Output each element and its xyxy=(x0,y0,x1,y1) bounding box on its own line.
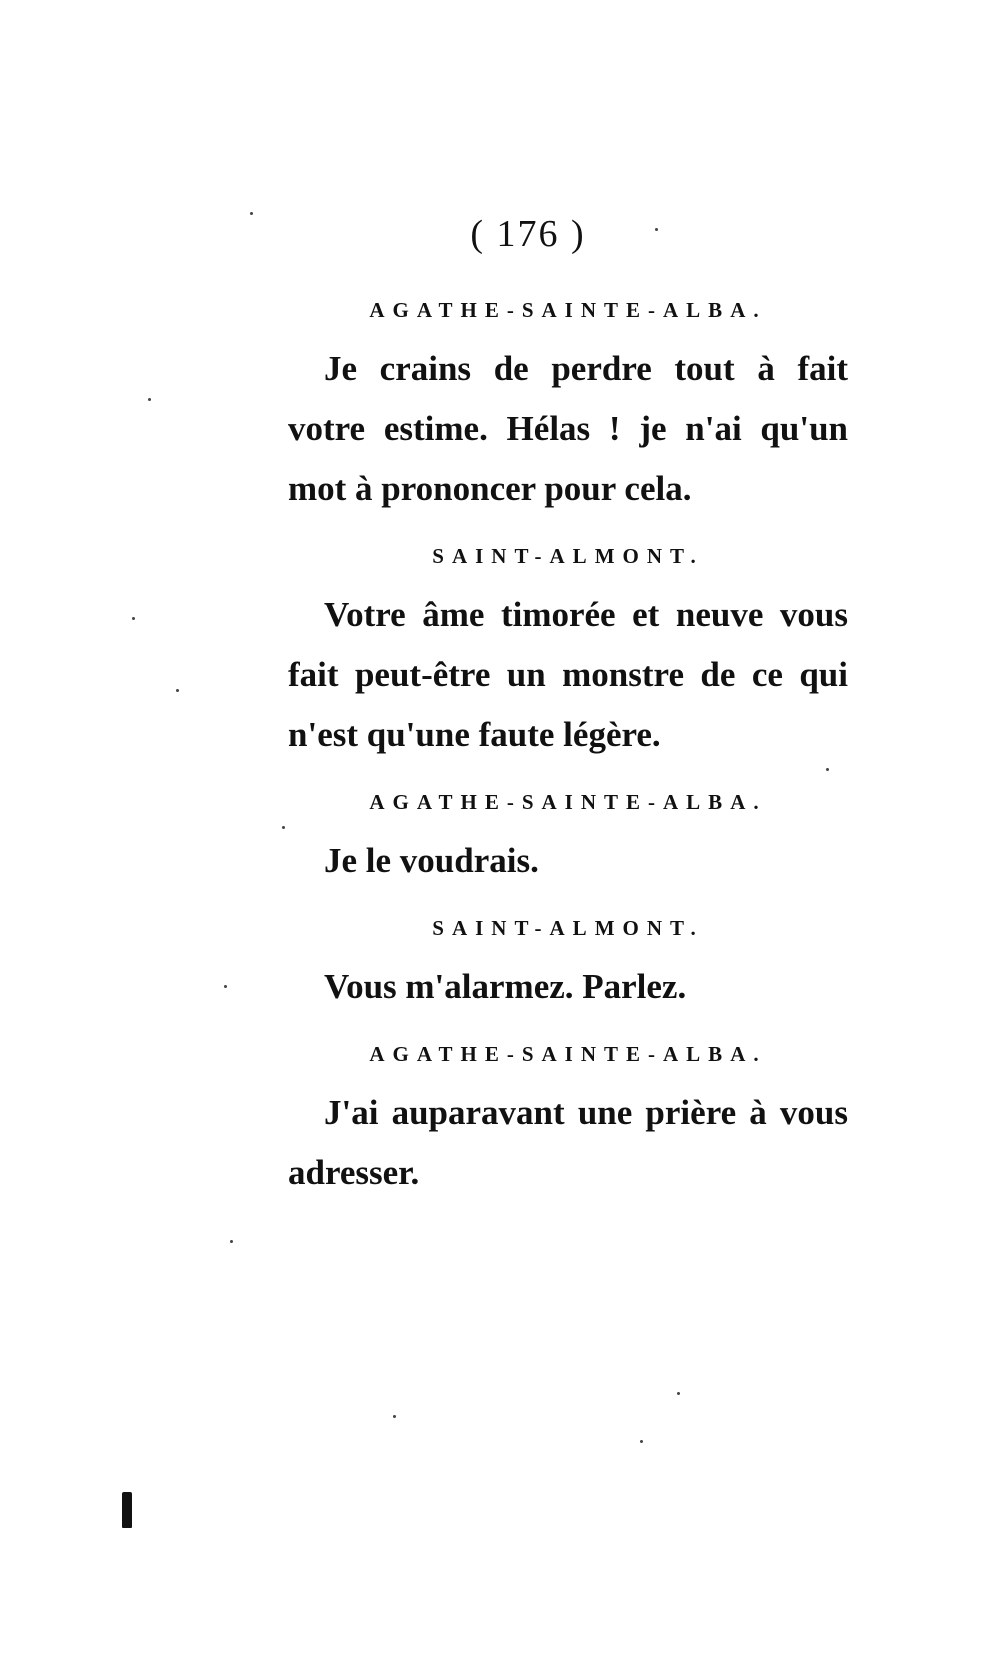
speaker-name: SAINT-ALMONT. xyxy=(432,916,704,940)
speech-text: Je le voudrais. xyxy=(324,841,539,880)
paper-speck xyxy=(250,212,253,215)
speech-text: Vous m'alarmez. Parlez. xyxy=(324,967,687,1006)
speaker-name: SAINT-ALMONT. xyxy=(432,544,704,568)
speaker-name: AGATHE-SAINTE-ALBA. xyxy=(369,790,767,814)
paper-speck xyxy=(826,768,829,771)
speaker-name: AGATHE-SAINTE-ALBA. xyxy=(369,298,767,322)
paper-speck xyxy=(176,689,179,692)
page-number: ( 176 ) xyxy=(470,213,586,255)
paper-speck xyxy=(282,826,285,829)
paper-speck xyxy=(132,617,135,620)
margin-ink-mark xyxy=(122,1492,132,1528)
paper-speck xyxy=(677,1392,680,1395)
paper-speck xyxy=(148,398,151,401)
paper-speck xyxy=(230,1240,233,1243)
paper-speck xyxy=(393,1415,396,1418)
paper-speck xyxy=(655,228,658,231)
paper-speck xyxy=(640,1440,643,1443)
dialogue-block xyxy=(288,295,848,1203)
speech-text: Je crains de perdre tout à fait votre estime. Hélas ! je n'ai qu'un mot à prononcer pour cela. xyxy=(288,349,848,508)
paper-speck xyxy=(224,985,227,988)
speech-text: J'ai auparavant une prière à vous adresser. xyxy=(288,1093,848,1192)
speech-text: Votre âme timorée et neuve vous fait peut-être un monstre de ce qui n'est qu'une faute légère. xyxy=(288,595,848,754)
speaker-name: AGATHE-SAINTE-ALBA. xyxy=(369,1042,767,1066)
